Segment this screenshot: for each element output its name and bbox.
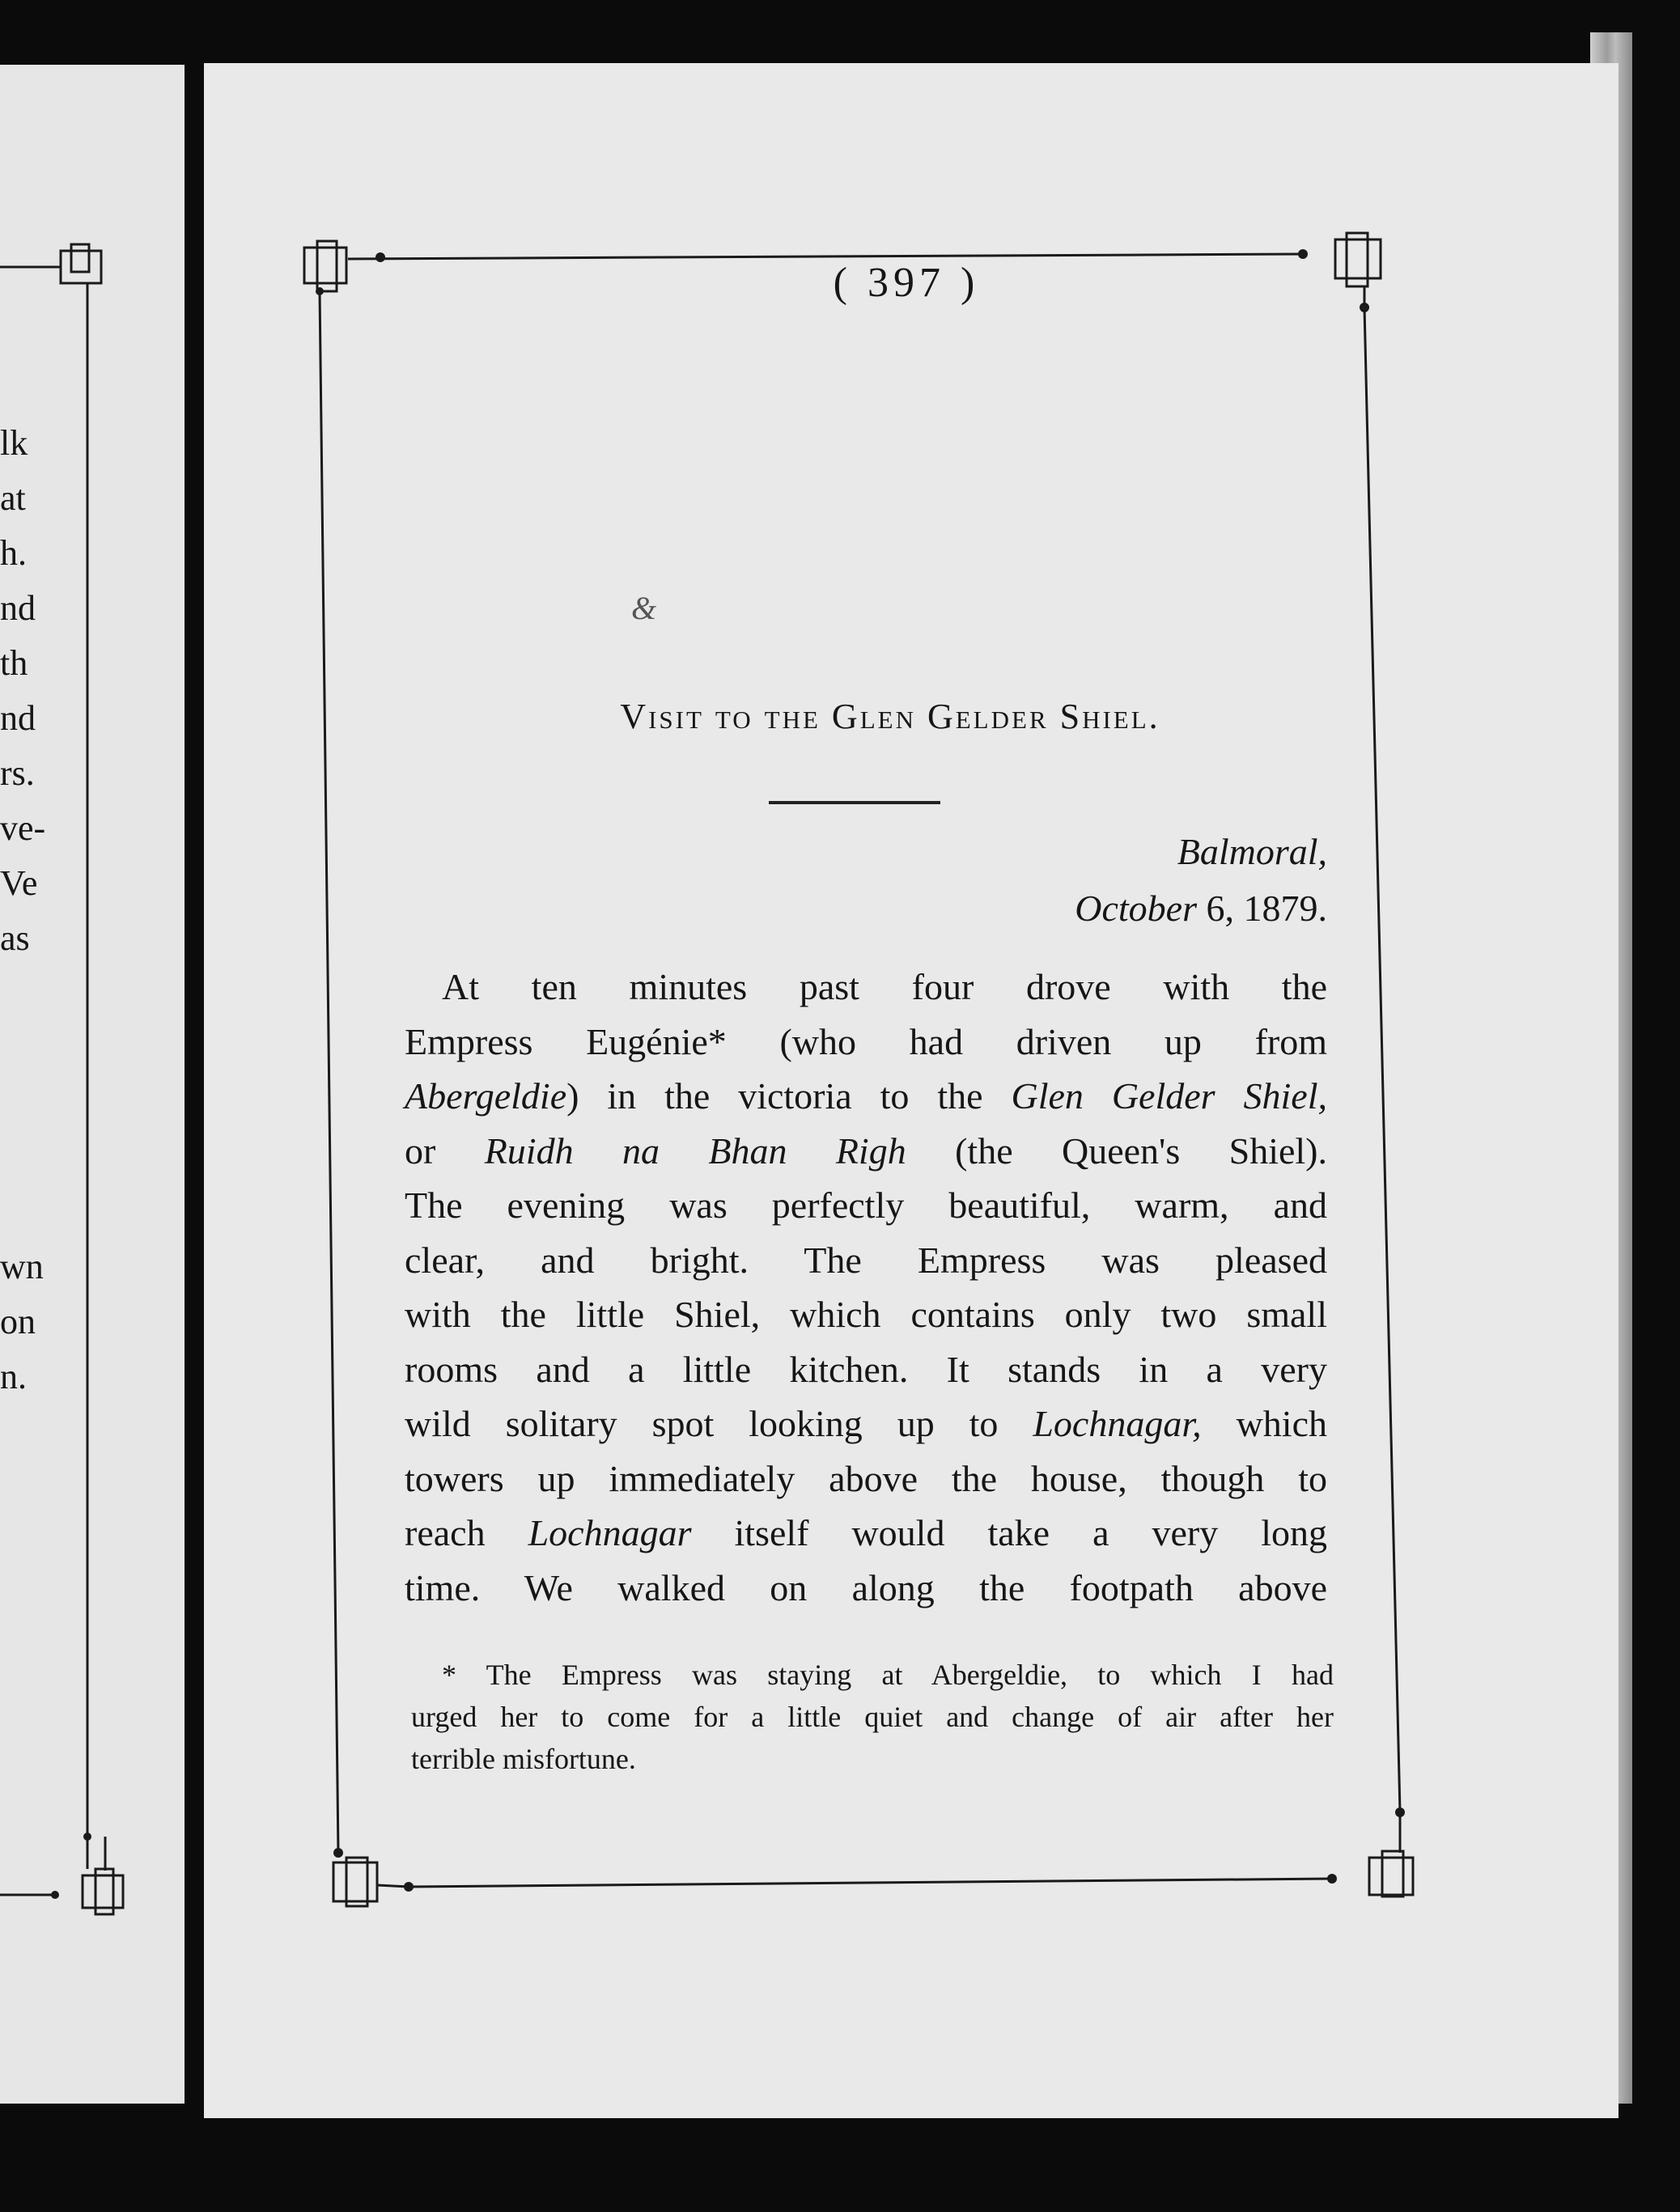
body-line xyxy=(405,1561,1327,1616)
body-line-segment: reach xyxy=(405,1512,528,1553)
page-number: ( 397 ) xyxy=(833,260,980,306)
dateline-month: October xyxy=(1075,888,1197,929)
body-line xyxy=(405,1451,1327,1506)
body-line-segment: or xyxy=(405,1129,485,1172)
dateline-place xyxy=(1177,830,1327,873)
body-line-segment: towers up immediately above the house, though to xyxy=(405,1457,1327,1499)
body-line-segment: Empress Eugénie* (who had driven up from xyxy=(405,1020,1327,1062)
footnote-line: urged her to come for a little quiet and change of air after her xyxy=(411,1701,1334,1733)
body-line-segment: wild solitary spot looking up to xyxy=(405,1403,1033,1444)
body-line-segment: ) in the victoria to the xyxy=(566,1075,1012,1117)
body-line-segment: Ruidh na Bhan Righ xyxy=(484,1129,906,1172)
dateline-day-year: 6, 1879. xyxy=(1197,888,1327,929)
body-line xyxy=(405,1287,1327,1342)
fragment-9: Ve xyxy=(0,863,38,903)
body-line xyxy=(405,1015,1327,1070)
fragment-2: at xyxy=(0,478,26,518)
body-line-segment: itself would take a very long xyxy=(691,1512,1327,1553)
fragment-4: nd xyxy=(0,588,36,628)
body-line-segment: clear, and bright. The Empress was pleased xyxy=(405,1239,1327,1281)
body-line xyxy=(405,1069,1327,1124)
body-line-segment: Lochnagar xyxy=(528,1512,692,1553)
dateline-date xyxy=(1075,887,1327,930)
body-line xyxy=(405,1233,1327,1288)
fragment-3: h. xyxy=(0,533,27,573)
body-line-segment: (the Queen's Shiel). xyxy=(906,1129,1328,1172)
ornament-mark: & xyxy=(631,590,657,626)
body-line xyxy=(405,960,1327,1015)
body-line xyxy=(405,1178,1327,1233)
body-line xyxy=(405,1396,1327,1451)
fragment-11: wn xyxy=(0,1247,44,1286)
fragment-6: nd xyxy=(0,698,36,738)
body-line xyxy=(405,1342,1327,1397)
body-line-segment: At ten minutes past four drove with the xyxy=(442,966,1327,1007)
body-line-segment: with the little Shiel, which contains only two small xyxy=(405,1294,1327,1335)
body-line xyxy=(405,1124,1327,1179)
body-line-segment: Lochnagar, xyxy=(1033,1403,1202,1444)
fragment-5: th xyxy=(0,643,28,683)
footnote xyxy=(411,1654,1334,1780)
fragment-13: n. xyxy=(0,1357,27,1396)
fragment-12: on xyxy=(0,1302,36,1341)
body-line-segment: rooms and a little kitchen. It stands in a very xyxy=(405,1348,1327,1390)
footnote-line: terrible misfortune. xyxy=(411,1743,636,1775)
body-line-segment: The evening was perfectly beautiful, warm, and xyxy=(405,1184,1327,1226)
body-line-segment: Abergeldie xyxy=(405,1075,567,1117)
dateline-place-text: Balmoral, xyxy=(1177,831,1327,872)
footnote-line: * The Empress was staying at Abergeldie, to which I had xyxy=(442,1659,1334,1691)
body-line xyxy=(405,1506,1327,1561)
body-line-segment: Glen Gelder Shiel, xyxy=(1011,1075,1327,1117)
body-line-segment: time. We walked on along the footpath above xyxy=(405,1566,1327,1608)
previous-page-fragment xyxy=(0,65,185,2104)
body-line-segment: which xyxy=(1201,1403,1327,1444)
previous-page-border xyxy=(0,65,185,2104)
fragment-10: as xyxy=(0,918,30,958)
body-paragraph xyxy=(405,960,1327,1615)
chapter-title: Visit to the Glen Gelder Shiel. xyxy=(620,697,1160,736)
title-rule xyxy=(769,801,940,804)
fragment-1: lk xyxy=(0,423,28,463)
fragment-7: rs. xyxy=(0,753,35,793)
fragment-8: ve- xyxy=(0,808,46,848)
